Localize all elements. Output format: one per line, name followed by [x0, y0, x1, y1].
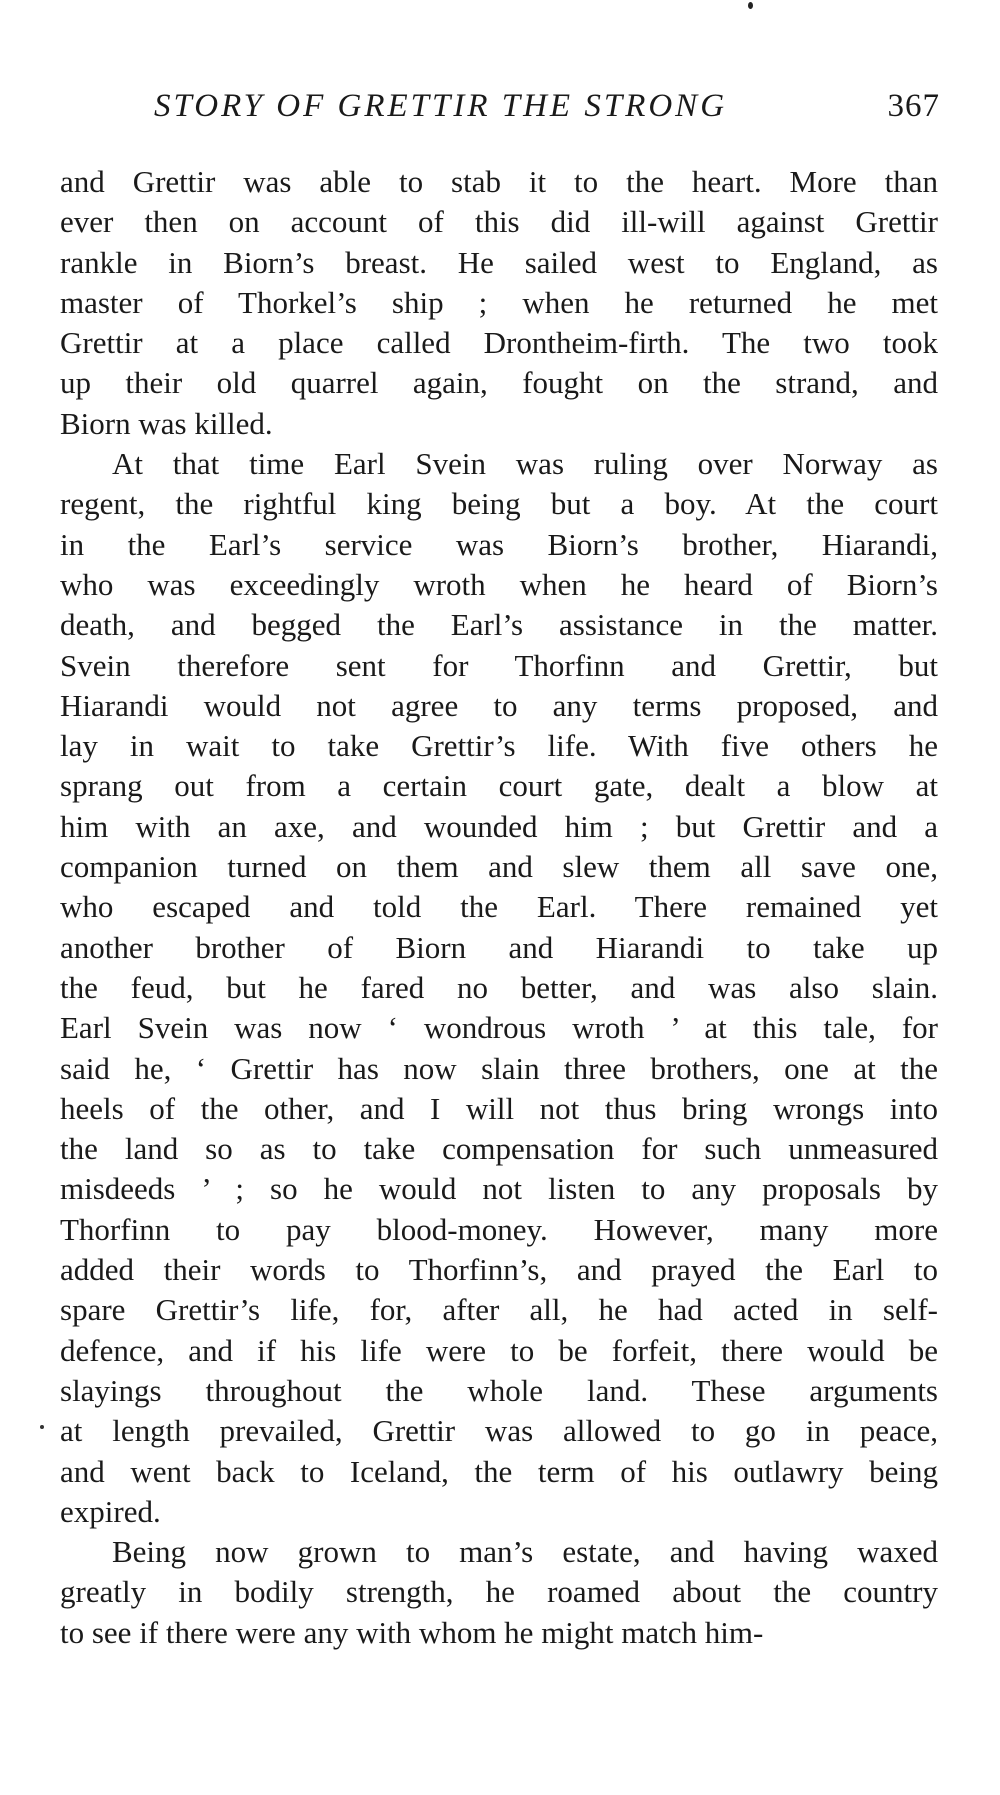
- text-line: up their old quarrel again, fought on the strand, and: [60, 365, 938, 401]
- text-line: who was exceedingly wroth when he heard of Biorn’s: [60, 566, 938, 602]
- text-line: spare Grettir’s life, for, after all, he had acted in self-: [60, 1292, 938, 1328]
- text-line: Hiarandi would not agree to any terms proposed, and: [60, 687, 938, 723]
- text-line: greatly in bodily strength, he roamed about the country: [60, 1574, 938, 1610]
- text-line: Biorn was killed.: [60, 405, 273, 441]
- text-line: Thorfinn to pay blood-money. However, many more: [60, 1211, 938, 1247]
- text-line: Being now grown to man’s estate, and having waxed: [112, 1534, 938, 1570]
- text-line: heels of the other, and I will not thus bring wrongs into: [60, 1090, 938, 1126]
- body-text: [60, 162, 938, 1653]
- text-line: lay in wait to take Grettir’s life. With five others he: [60, 728, 938, 764]
- text-line: At that time Earl Svein was ruling over Norway as: [112, 446, 938, 482]
- text-line: companion turned on them and slew them all save one,: [60, 849, 938, 885]
- text-line: in the Earl’s service was Biorn’s brother, Hiarandi,: [60, 526, 938, 562]
- text-line: Earl Svein was now ‘ wondrous wroth ’ at this tale, for: [60, 1010, 938, 1046]
- ink-speck: [748, 2, 753, 9]
- text-line: Grettir at a place called Drontheim-firth. The two took: [60, 325, 938, 361]
- text-line: to see if there were any with whom he might match him-: [60, 1614, 764, 1650]
- paragraph: [60, 162, 938, 444]
- margin-dot: [40, 1425, 44, 1429]
- text-line: and went back to Iceland, the term of his outlawry being: [60, 1453, 938, 1489]
- paragraph: [60, 1532, 938, 1653]
- text-line: added their words to Thorfinn’s, and prayed the Earl to: [60, 1252, 938, 1288]
- text-line: rankle in Biorn’s breast. He sailed west to England, as: [60, 244, 938, 280]
- text-line: at length prevailed, Grettir was allowed to go in peace,: [60, 1413, 938, 1449]
- text-line: master of Thorkel’s ship ; when he returned he met: [60, 284, 938, 320]
- running-head: [154, 84, 940, 128]
- text-line: sprang out from a certain court gate, dealt a blow at: [60, 768, 938, 804]
- text-line: misdeeds ’ ; so he would not listen to any proposals by: [60, 1171, 938, 1207]
- page-number: 367: [887, 88, 940, 124]
- text-line: defence, and if his life were to be forfeit, there would be: [60, 1332, 938, 1368]
- paragraph: [60, 444, 938, 1532]
- text-line: death, and begged the Earl’s assistance in the matter.: [60, 607, 938, 643]
- text-line: him with an axe, and wounded him ; but Grettir and a: [60, 808, 938, 844]
- text-line: another brother of Biorn and Hiarandi to take up: [60, 929, 938, 965]
- text-line: slayings throughout the whole land. These arguments: [60, 1372, 938, 1408]
- text-line: ever then on account of this did ill-will against Grettir: [60, 204, 938, 240]
- text-line: the feud, but he fared no better, and was also slain.: [60, 969, 938, 1005]
- text-line: the land so as to take compensation for such unmeasured: [60, 1131, 938, 1167]
- running-title: STORY OF GRETTIR THE STRONG: [154, 88, 728, 124]
- text-line: regent, the rightful king being but a boy. At the court: [60, 486, 938, 522]
- text-line: expired.: [60, 1493, 161, 1529]
- text-line: who escaped and told the Earl. There remained yet: [60, 889, 938, 925]
- text-line: Svein therefore sent for Thorfinn and Grettir, but: [60, 647, 938, 683]
- text-line: and Grettir was able to stab it to the heart. More than: [60, 164, 938, 199]
- text-line: said he, ‘ Grettir has now slain three brothers, one at the: [60, 1050, 938, 1086]
